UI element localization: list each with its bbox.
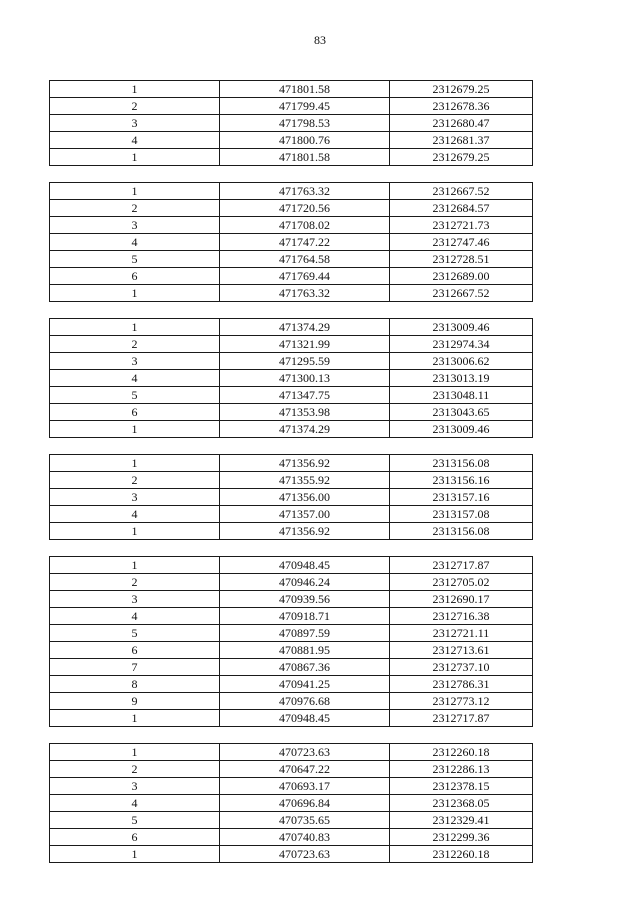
point-number-cell: 2 bbox=[50, 472, 220, 489]
table-row bbox=[50, 370, 533, 387]
table-row bbox=[50, 251, 533, 268]
x-coordinate-cell: 471356.92 bbox=[220, 455, 390, 472]
y-coordinate-cell: 2313013.19 bbox=[390, 370, 533, 387]
y-coordinate-cell: 2312260.18 bbox=[390, 846, 533, 863]
x-coordinate-cell: 470723.63 bbox=[220, 744, 390, 761]
y-coordinate-cell: 2313156.16 bbox=[390, 472, 533, 489]
table-row bbox=[50, 812, 533, 829]
x-coordinate-cell: 470647.22 bbox=[220, 761, 390, 778]
x-coordinate-cell: 471798.53 bbox=[220, 115, 390, 132]
point-number-cell: 1 bbox=[50, 744, 220, 761]
y-coordinate-cell: 2312667.52 bbox=[390, 285, 533, 302]
point-number-cell: 4 bbox=[50, 132, 220, 149]
x-coordinate-cell: 471374.29 bbox=[220, 319, 390, 336]
table-row bbox=[50, 846, 533, 863]
point-number-cell: 5 bbox=[50, 625, 220, 642]
point-number-cell: 4 bbox=[50, 234, 220, 251]
x-coordinate-cell: 471800.76 bbox=[220, 132, 390, 149]
table-row bbox=[50, 336, 533, 353]
x-coordinate-cell: 471321.99 bbox=[220, 336, 390, 353]
table-row bbox=[50, 523, 533, 540]
table-row bbox=[50, 744, 533, 761]
x-coordinate-cell: 471769.44 bbox=[220, 268, 390, 285]
point-number-cell: 4 bbox=[50, 506, 220, 523]
table-row bbox=[50, 115, 533, 132]
point-number-cell: 5 bbox=[50, 251, 220, 268]
point-number-cell: 1 bbox=[50, 557, 220, 574]
point-number-cell: 1 bbox=[50, 455, 220, 472]
y-coordinate-cell: 2313006.62 bbox=[390, 353, 533, 370]
x-coordinate-cell: 471300.13 bbox=[220, 370, 390, 387]
x-coordinate-cell: 471355.92 bbox=[220, 472, 390, 489]
point-number-cell: 1 bbox=[50, 421, 220, 438]
x-coordinate-cell: 471763.32 bbox=[220, 285, 390, 302]
y-coordinate-cell: 2312721.11 bbox=[390, 625, 533, 642]
x-coordinate-cell: 471357.00 bbox=[220, 506, 390, 523]
x-coordinate-cell: 471347.75 bbox=[220, 387, 390, 404]
point-number-cell: 6 bbox=[50, 642, 220, 659]
point-number-cell: 7 bbox=[50, 659, 220, 676]
page-number: 83 bbox=[314, 33, 326, 47]
y-coordinate-cell: 2312680.47 bbox=[390, 115, 533, 132]
y-coordinate-cell: 2312716.38 bbox=[390, 608, 533, 625]
table-row bbox=[50, 557, 533, 574]
y-coordinate-cell: 2313043.65 bbox=[390, 404, 533, 421]
table-row bbox=[50, 285, 533, 302]
point-number-cell: 3 bbox=[50, 217, 220, 234]
x-coordinate-cell: 470948.45 bbox=[220, 710, 390, 727]
point-number-cell: 1 bbox=[50, 183, 220, 200]
y-coordinate-cell: 2312705.02 bbox=[390, 574, 533, 591]
table-row bbox=[50, 98, 533, 115]
y-coordinate-cell: 2312717.87 bbox=[390, 557, 533, 574]
x-coordinate-cell: 470946.24 bbox=[220, 574, 390, 591]
x-coordinate-cell: 470897.59 bbox=[220, 625, 390, 642]
y-coordinate-cell: 2312728.51 bbox=[390, 251, 533, 268]
y-coordinate-cell: 2313048.11 bbox=[390, 387, 533, 404]
table-row bbox=[50, 778, 533, 795]
table-row bbox=[50, 506, 533, 523]
point-number-cell: 1 bbox=[50, 523, 220, 540]
table-row bbox=[50, 489, 533, 506]
point-number-cell: 1 bbox=[50, 846, 220, 863]
table-row bbox=[50, 659, 533, 676]
point-number-cell: 3 bbox=[50, 115, 220, 132]
table-row bbox=[50, 574, 533, 591]
point-number-cell: 3 bbox=[50, 591, 220, 608]
x-coordinate-cell: 471708.02 bbox=[220, 217, 390, 234]
point-number-cell: 9 bbox=[50, 693, 220, 710]
y-coordinate-cell: 2312773.12 bbox=[390, 693, 533, 710]
x-coordinate-cell: 470693.17 bbox=[220, 778, 390, 795]
table-row bbox=[50, 353, 533, 370]
point-number-cell: 1 bbox=[50, 149, 220, 166]
table-row bbox=[50, 387, 533, 404]
x-coordinate-cell: 470939.56 bbox=[220, 591, 390, 608]
point-number-cell: 6 bbox=[50, 404, 220, 421]
y-coordinate-cell: 2313009.46 bbox=[390, 319, 533, 336]
table-row bbox=[50, 761, 533, 778]
coordinate-table bbox=[49, 556, 533, 727]
point-number-cell: 1 bbox=[50, 319, 220, 336]
x-coordinate-cell: 471801.58 bbox=[220, 81, 390, 98]
coordinate-table bbox=[49, 182, 533, 302]
y-coordinate-cell: 2312329.41 bbox=[390, 812, 533, 829]
y-coordinate-cell: 2312713.61 bbox=[390, 642, 533, 659]
coordinate-table bbox=[49, 318, 533, 438]
point-number-cell: 1 bbox=[50, 710, 220, 727]
x-coordinate-cell: 471801.58 bbox=[220, 149, 390, 166]
table-row bbox=[50, 404, 533, 421]
y-coordinate-cell: 2312299.36 bbox=[390, 829, 533, 846]
table-row bbox=[50, 234, 533, 251]
table-row bbox=[50, 268, 533, 285]
point-number-cell: 4 bbox=[50, 370, 220, 387]
table-row bbox=[50, 217, 533, 234]
y-coordinate-cell: 2312747.46 bbox=[390, 234, 533, 251]
y-coordinate-cell: 2312681.37 bbox=[390, 132, 533, 149]
y-coordinate-cell: 2312368.05 bbox=[390, 795, 533, 812]
point-number-cell: 2 bbox=[50, 200, 220, 217]
x-coordinate-cell: 470723.63 bbox=[220, 846, 390, 863]
table-row bbox=[50, 149, 533, 166]
y-coordinate-cell: 2312679.25 bbox=[390, 81, 533, 98]
point-number-cell: 4 bbox=[50, 795, 220, 812]
table-row bbox=[50, 676, 533, 693]
y-coordinate-cell: 2312260.18 bbox=[390, 744, 533, 761]
table-row bbox=[50, 642, 533, 659]
coordinate-table bbox=[49, 80, 533, 166]
point-number-cell: 3 bbox=[50, 778, 220, 795]
table-row bbox=[50, 421, 533, 438]
y-coordinate-cell: 2312667.52 bbox=[390, 183, 533, 200]
x-coordinate-cell: 470941.25 bbox=[220, 676, 390, 693]
point-number-cell: 2 bbox=[50, 98, 220, 115]
y-coordinate-cell: 2312679.25 bbox=[390, 149, 533, 166]
x-coordinate-cell: 471799.45 bbox=[220, 98, 390, 115]
x-coordinate-cell: 471356.92 bbox=[220, 523, 390, 540]
x-coordinate-cell: 471353.98 bbox=[220, 404, 390, 421]
point-number-cell: 3 bbox=[50, 489, 220, 506]
x-coordinate-cell: 470735.65 bbox=[220, 812, 390, 829]
x-coordinate-cell: 470881.95 bbox=[220, 642, 390, 659]
y-coordinate-cell: 2312737.10 bbox=[390, 659, 533, 676]
point-number-cell: 5 bbox=[50, 812, 220, 829]
y-coordinate-cell: 2312717.87 bbox=[390, 710, 533, 727]
point-number-cell: 2 bbox=[50, 574, 220, 591]
table-row bbox=[50, 132, 533, 149]
y-coordinate-cell: 2313157.16 bbox=[390, 489, 533, 506]
y-coordinate-cell: 2313157.08 bbox=[390, 506, 533, 523]
x-coordinate-cell: 470976.68 bbox=[220, 693, 390, 710]
y-coordinate-cell: 2312678.36 bbox=[390, 98, 533, 115]
point-number-cell: 1 bbox=[50, 285, 220, 302]
x-coordinate-cell: 471295.59 bbox=[220, 353, 390, 370]
x-coordinate-cell: 471764.58 bbox=[220, 251, 390, 268]
x-coordinate-cell: 470696.84 bbox=[220, 795, 390, 812]
point-number-cell: 3 bbox=[50, 353, 220, 370]
y-coordinate-cell: 2313156.08 bbox=[390, 455, 533, 472]
y-coordinate-cell: 2312684.57 bbox=[390, 200, 533, 217]
x-coordinate-cell: 470740.83 bbox=[220, 829, 390, 846]
table-row bbox=[50, 472, 533, 489]
coordinate-table bbox=[49, 454, 533, 540]
table-row bbox=[50, 200, 533, 217]
x-coordinate-cell: 470948.45 bbox=[220, 557, 390, 574]
x-coordinate-cell: 471747.22 bbox=[220, 234, 390, 251]
x-coordinate-cell: 471720.56 bbox=[220, 200, 390, 217]
point-number-cell: 1 bbox=[50, 81, 220, 98]
table-row bbox=[50, 319, 533, 336]
x-coordinate-cell: 470867.36 bbox=[220, 659, 390, 676]
point-number-cell: 5 bbox=[50, 387, 220, 404]
y-coordinate-cell: 2312721.73 bbox=[390, 217, 533, 234]
y-coordinate-cell: 2313156.08 bbox=[390, 523, 533, 540]
y-coordinate-cell: 2312974.34 bbox=[390, 336, 533, 353]
y-coordinate-cell: 2312378.15 bbox=[390, 778, 533, 795]
table-row bbox=[50, 693, 533, 710]
x-coordinate-cell: 471763.32 bbox=[220, 183, 390, 200]
table-row bbox=[50, 710, 533, 727]
coordinate-tables bbox=[49, 80, 532, 879]
coordinate-table bbox=[49, 743, 533, 863]
y-coordinate-cell: 2312689.00 bbox=[390, 268, 533, 285]
point-number-cell: 8 bbox=[50, 676, 220, 693]
table-row bbox=[50, 608, 533, 625]
point-number-cell: 6 bbox=[50, 268, 220, 285]
table-row bbox=[50, 795, 533, 812]
table-row bbox=[50, 829, 533, 846]
point-number-cell: 2 bbox=[50, 761, 220, 778]
point-number-cell: 6 bbox=[50, 829, 220, 846]
x-coordinate-cell: 471356.00 bbox=[220, 489, 390, 506]
table-row bbox=[50, 625, 533, 642]
y-coordinate-cell: 2312690.17 bbox=[390, 591, 533, 608]
table-row bbox=[50, 455, 533, 472]
x-coordinate-cell: 471374.29 bbox=[220, 421, 390, 438]
point-number-cell: 2 bbox=[50, 336, 220, 353]
y-coordinate-cell: 2313009.46 bbox=[390, 421, 533, 438]
table-row bbox=[50, 81, 533, 98]
table-row bbox=[50, 591, 533, 608]
table-row bbox=[50, 183, 533, 200]
point-number-cell: 4 bbox=[50, 608, 220, 625]
x-coordinate-cell: 470918.71 bbox=[220, 608, 390, 625]
y-coordinate-cell: 2312286.13 bbox=[390, 761, 533, 778]
y-coordinate-cell: 2312786.31 bbox=[390, 676, 533, 693]
